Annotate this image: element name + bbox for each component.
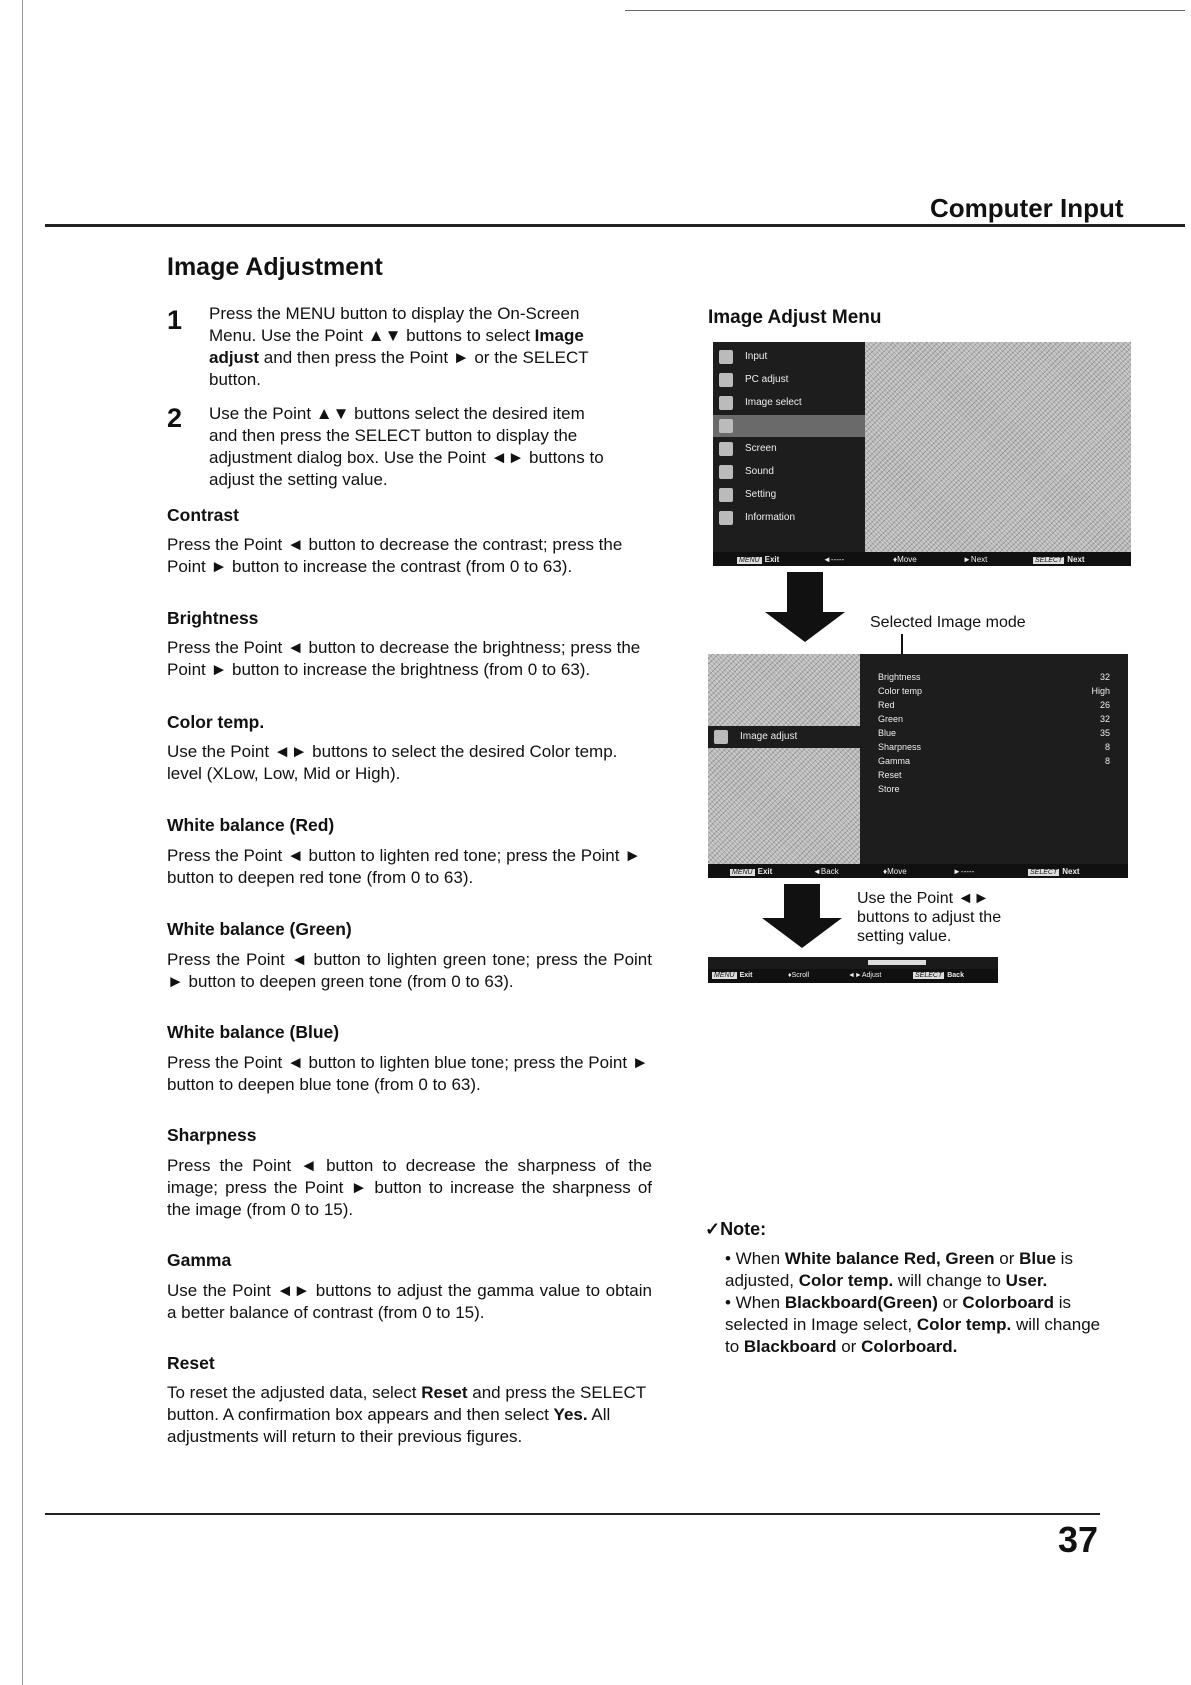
information-icon [719,511,733,525]
contrast-text: Press the Point ◄ button to decrease the contrast; press the Point ► button to increase the contrast (from 0 to 63). [167,535,623,576]
sound-icon [719,465,733,479]
white-balance-green-heading: White balance (Green) [167,919,352,939]
menu-item-label: Information [745,512,796,523]
brightness-heading: Brightness [167,608,259,628]
menu-item-selected[interactable] [713,415,865,437]
status-exit [730,867,772,876]
row-label: Green [878,714,904,724]
brightness-text: Press the Point ◄ button to decrease the brightness; press the Point ► button to increase the brightness (from 0 to 63). [167,638,641,679]
footer-rule [45,1513,1100,1515]
section-title: Computer Input [930,193,1124,223]
submenu-row[interactable] [878,686,1110,700]
status-bar [708,969,998,983]
text-bold: Color temp. [798,1271,894,1290]
menu-item-label: Sound [745,466,774,477]
white-balance-green-text: Press the Point ◄ button to lighten green tone; press the Point ► button to deepen green tone (from 0 to 63). [167,950,652,991]
step-line: Press the MENU button to display the On-Screen [209,304,580,323]
text: or [836,1337,862,1356]
text: or [937,1293,963,1312]
text: • When [725,1249,785,1268]
select-key: SELECT [915,972,943,979]
menu-key: MENU [732,869,753,876]
status-back: ◄Back [813,867,839,876]
row-value: 32 [1099,672,1110,682]
image-adjust-icon [714,730,728,744]
select-key: SELECT [1035,557,1063,564]
status-adjust: ◄►Adjust [848,972,882,979]
row-value: High [1091,686,1110,696]
menu-item[interactable] [713,438,865,460]
white-balance-red-text: Press the Point ◄ button to lighten red tone; press the Point ► button to deepen red tone (from 0 to 63). [167,846,642,887]
submenu-row[interactable] [878,700,1110,714]
submenu-row[interactable] [878,770,1110,784]
row-value: 26 [1099,700,1110,710]
image-adjust-submenu [860,654,1128,864]
menu-item[interactable] [713,507,865,529]
text: and press the SELECT button. A confirmation box appears and then select [167,1383,646,1424]
step-line [209,325,649,347]
text: All adjustments will return to their previous figures. [167,1405,611,1446]
screen-icon [719,442,733,456]
color-temp-heading: Color temp. [167,712,265,732]
step-line: button. [209,370,261,389]
note-item [725,1248,1105,1292]
row-value: 35 [1099,728,1110,738]
reset-heading: Reset [167,1353,215,1373]
status-label: Exit [739,972,753,979]
text-bold: Color temp. [916,1315,1012,1334]
select-key: SELECT [1030,869,1058,876]
text: will change to [725,1315,1101,1356]
menu-key: MENU [739,557,760,564]
row-label: Blue [878,728,897,738]
image-select-icon [719,396,733,410]
adjust-caption [857,889,1001,946]
text: will change to [893,1271,1006,1290]
submenu-row[interactable] [878,714,1110,728]
text-bold: Image [534,326,584,345]
white-balance-blue-heading: White balance (Blue) [167,1022,340,1042]
menu-screen-main [713,342,1131,552]
menu-item-label: PC adjust [745,374,789,385]
row-label: Gamma [878,756,911,766]
caption-line: setting value. [857,928,952,945]
gamma-heading: Gamma [167,1250,232,1270]
status-exit [712,972,752,979]
menu-item[interactable] [713,461,865,483]
menu-item-label: Setting [745,489,777,500]
status-select [913,972,964,979]
row-value: 8 [1104,756,1110,766]
status-label: Exit [757,867,773,876]
submenu-row[interactable] [878,728,1110,742]
step-line: Use the Point ▲▼ buttons select the desired item [209,404,585,423]
caption-pointer-line [901,634,903,654]
row-label: Red [878,700,895,710]
row-label: Color temp [878,686,923,696]
submenu-row[interactable] [878,742,1110,756]
sharpness-heading: Sharpness [167,1125,257,1145]
submenu-row[interactable] [878,672,1110,686]
reset-text [167,1382,652,1448]
down-arrow [784,884,820,918]
text: is adjusted, [725,1249,1073,1290]
text-bold: User. [1005,1271,1048,1290]
note-item [725,1292,1105,1358]
status-label: Next [1067,555,1085,564]
text-bold: Colorboard. [861,1337,958,1356]
menu-item[interactable] [713,484,865,506]
row-label: Reset [878,770,902,780]
menu-item-label: Image adjust [740,731,798,742]
row-value: 32 [1099,714,1110,724]
text-bold: Yes. [553,1405,588,1424]
text: Menu. Use the Point ▲▼ buttons to select [209,326,535,345]
menu-key: MENU [714,972,735,979]
sharpness-text: Press the Point ◄ button to decrease the sharpness of the image; press the Point ► button to increase the sharpness of the image (from 0 to 15). [167,1156,652,1219]
status-label: Exit [764,555,780,564]
menu-item[interactable] [713,392,865,414]
menu-item-label: Screen [745,443,777,454]
image-adjust-icon [719,419,733,433]
input-icon [719,350,733,364]
main-menu [713,342,865,552]
text: To reset the adjusted data, select [167,1383,422,1402]
left-margin-line [22,0,23,1685]
status-next: ►----- [953,867,975,876]
step-line [209,347,649,369]
text-bold: White balance Red, Green [784,1249,995,1268]
setting-icon [719,488,733,502]
row-label: Store [878,784,900,794]
slider-track[interactable] [868,960,926,965]
white-balance-blue-text: Press the Point ◄ button to lighten blue tone; press the Point ► button to deepen blue tone (from 0 to 63). [167,1053,649,1094]
step-number: 2 [167,403,183,433]
caption-line: Use the Point ◄► [857,890,990,907]
submenu-row[interactable] [878,784,1110,798]
status-move: ♦Move [893,555,917,564]
step-number: 1 [167,305,183,335]
step-line: adjustment dialog box. Use the Point ◄► buttons to [209,448,604,467]
submenu-row[interactable] [878,756,1110,770]
status-select [1028,867,1080,876]
status-select [1033,555,1085,564]
row-value: 8 [1104,742,1110,752]
menu-item[interactable] [713,346,865,368]
step-line: and then press the SELECT button to display the [209,426,578,445]
page-title: Image Adjustment [167,253,383,281]
step-text [209,303,649,391]
status-exit [737,555,779,564]
white-balance-red-heading: White balance (Red) [167,815,335,835]
gamma-text: Use the Point ◄► buttons to adjust the gamma value to obtain a better balance of contrast (from 0 to 15). [167,1281,652,1322]
down-arrow-head [765,612,845,642]
caption-line: buttons to adjust the [857,909,1002,926]
status-label: Back [947,972,964,979]
text-bold: Colorboard [962,1293,1055,1312]
status-move: ♦Move [883,867,907,876]
text: and then press the Point ► or the SELECT [259,348,589,367]
page-number: 37 [1058,1519,1099,1560]
status-label: Next [1062,867,1080,876]
menu-item-label: Image select [745,397,802,408]
text-bold: Blackboard [743,1337,837,1356]
header-rule [45,224,1185,227]
pc-adjust-icon [719,373,733,387]
menu-item[interactable] [713,369,865,391]
down-arrow [787,572,823,612]
status-next: ►Next [963,555,988,564]
note-title: ✓Note: [705,1219,767,1239]
step-line: adjust the setting value. [209,470,388,489]
status-scroll: ♦Scroll [788,972,810,979]
menu-item-selected[interactable] [708,726,860,748]
adjust-slider-bar[interactable] [708,957,998,969]
status-bar [708,864,1128,878]
figure-title: Image Adjust Menu [708,307,882,328]
text: or [994,1249,1020,1268]
step-text [209,403,649,491]
status-back: ◄----- [823,555,845,564]
color-temp-text: Use the Point ◄► buttons to select the desired Color temp. level (XLow, Low, Mid or High). [167,742,618,783]
menu-screen-image-adjust [708,654,860,864]
menu-item-label: Input [745,351,768,362]
row-label: Sharpness [878,742,922,752]
contrast-heading: Contrast [167,505,239,525]
top-rule [625,10,1185,11]
row-label: Brightness [878,672,921,682]
text-bold: Reset [421,1383,468,1402]
down-arrow-head [762,918,842,948]
text-bold: Blue [1019,1249,1056,1268]
status-bar [713,552,1131,566]
text: • When [725,1293,785,1312]
text: is selected in Image select, [725,1293,1072,1334]
text-bold: Blackboard(Green) [784,1293,938,1312]
selected-image-mode-caption: Selected Image mode [870,614,1026,631]
text-bold: adjust [209,348,260,367]
